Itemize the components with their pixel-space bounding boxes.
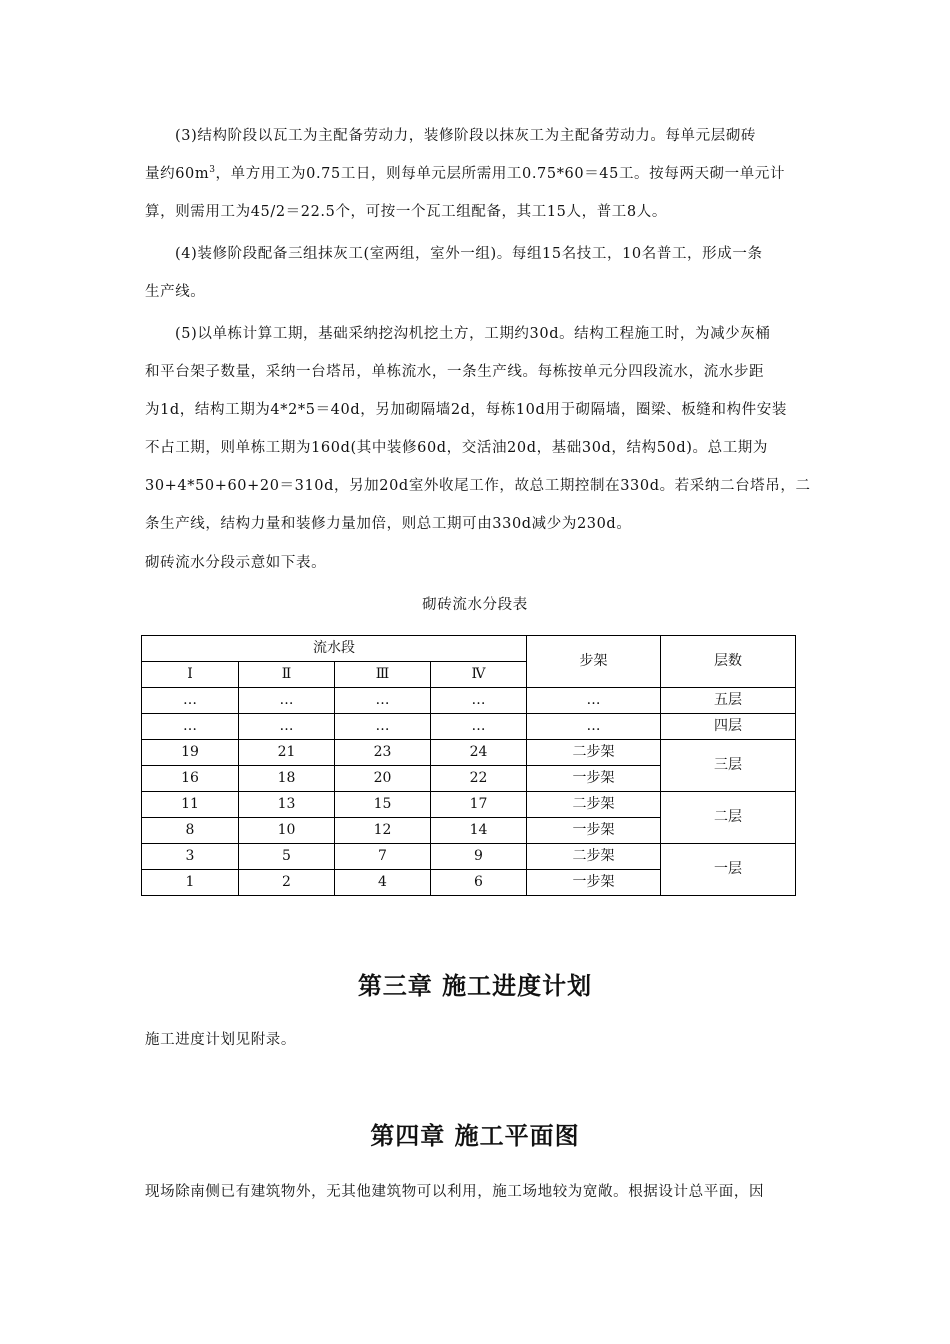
paragraph-4-line-2: 生产线。	[145, 284, 206, 300]
floor-cell: 五层	[661, 688, 796, 714]
table-cell: 20	[335, 766, 431, 792]
table-cell: …	[527, 714, 661, 740]
floor-cell: 二层	[661, 792, 796, 844]
table-cell: …	[142, 688, 239, 714]
table-row	[142, 792, 796, 818]
table-caption: 砌砖流水分段表	[422, 597, 528, 613]
chapter-4-body	[145, 1173, 800, 1211]
table-cell: 1	[142, 870, 239, 896]
scaffold-cell: 二步架	[527, 792, 661, 818]
table-cell: 21	[239, 740, 335, 766]
table-cell: 19	[142, 740, 239, 766]
table-cell: …	[142, 714, 239, 740]
paragraph-5-line-5: 30+4*50+60+20＝310d，另加20d室外收尾工作，故总工期控制在330d。若采纳二台塔吊，二	[145, 478, 811, 494]
table-cell: …	[527, 688, 661, 714]
table-row	[142, 688, 796, 714]
table-cell: 23	[335, 740, 431, 766]
table-cell: 11	[142, 792, 239, 818]
volume-text: 量约60m	[145, 166, 210, 182]
table-cell: 14	[431, 818, 527, 844]
table-cell: 4	[335, 870, 431, 896]
table-cell: …	[335, 714, 431, 740]
table-cell: 7	[335, 844, 431, 870]
paragraph-3	[145, 117, 800, 231]
header-segment-2: Ⅱ	[239, 662, 335, 688]
paragraph-3-line-3: 算，则需用工为45/2＝22.5个，可按一个瓦工组配备，其工15人，普工8人。	[145, 204, 667, 220]
paragraph-3-line-1: (3)结构阶段以瓦工为主配备劳动力，装修阶段以抹灰工为主配备劳动力。每单元层砌砖	[175, 128, 757, 144]
header-floor: 层数	[661, 636, 796, 688]
cubic-superscript: 3	[209, 165, 216, 176]
header-segment-3: Ⅲ	[335, 662, 431, 688]
table-cell: 10	[239, 818, 335, 844]
chapter-4-title: 第四章 施工平面图	[370, 1122, 580, 1150]
table-row	[142, 740, 796, 766]
paragraph-5-line-1: (5)以单栋计算工期，基础采纳挖沟机挖土方，工期约30d。结构工程施工时，为减少灰桶	[175, 326, 771, 342]
paragraph-3-line-2	[145, 155, 800, 193]
chapter-3-title: 第三章 施工进度计划	[357, 972, 593, 1000]
chapter-3-body	[145, 1021, 800, 1059]
scaffold-cell: 一步架	[527, 818, 661, 844]
scaffold-cell: 一步架	[527, 766, 661, 792]
floor-cell: 一层	[661, 844, 796, 896]
chapter-4-text: 现场除南侧已有建筑物外，无其他建筑物可以利用，施工场地较为宽敞。根据设计总平面，因	[145, 1184, 765, 1200]
scaffold-cell: 二步架	[527, 844, 661, 870]
table-cell: 9	[431, 844, 527, 870]
paragraph-4	[145, 235, 800, 311]
table-cell: …	[239, 714, 335, 740]
paragraph-4-line-1: (4)装修阶段配备三组抹灰工(室两组，室外一组)。每组15名技工，10名普工，形成一条	[175, 246, 763, 262]
paragraph-5-line-2: 和平台架子数量，采纳一台塔吊，单栋流水，一条生产线。每栋按单元分四段流水，流水步距	[145, 364, 765, 380]
table-cell: 24	[431, 740, 527, 766]
header-scaffold: 步架	[527, 636, 661, 688]
table-intro-text: 砌砖流水分段示意如下表。	[145, 555, 327, 571]
table-cell: 15	[335, 792, 431, 818]
table-row	[142, 714, 796, 740]
labor-text: ，单方用工为0.75工日，则每单元层所需用工0.75*60＝45工。按每两天砌一单元计	[215, 166, 786, 182]
chapter-3-text: 施工进度计划见附录。	[145, 1032, 296, 1048]
paragraph-5-line-3: 为1d，结构工期为4*2*5＝40d，另加砌隔墙2d，每栋10d用于砌隔墙，圈梁、板缝和构件安装	[145, 402, 787, 418]
table-cell: 8	[142, 818, 239, 844]
table-cell: …	[335, 688, 431, 714]
table-cell: 3	[142, 844, 239, 870]
table-cell: 13	[239, 792, 335, 818]
scaffold-cell: 二步架	[527, 740, 661, 766]
flow-segment-table	[141, 635, 796, 896]
table-cell: …	[239, 688, 335, 714]
table-cell: 2	[239, 870, 335, 896]
table-header-row	[142, 636, 796, 662]
floor-cell: 三层	[661, 740, 796, 792]
paragraph-5	[145, 315, 811, 543]
table-row	[142, 844, 796, 870]
table-cell: 18	[239, 766, 335, 792]
table-cell: …	[431, 688, 527, 714]
table-cell: 16	[142, 766, 239, 792]
table-cell: 6	[431, 870, 527, 896]
table-cell: 17	[431, 792, 527, 818]
paragraph-5-line-6: 条生产线，结构力量和装修力量加倍，则总工期可由330d减少为230d。	[145, 516, 632, 532]
header-flow-segment: 流水段	[142, 636, 527, 662]
header-segment-4: Ⅳ	[431, 662, 527, 688]
table-cell: 5	[239, 844, 335, 870]
floor-cell: 四层	[661, 714, 796, 740]
table-intro	[145, 544, 800, 582]
scaffold-cell: 一步架	[527, 870, 661, 896]
table-cell: 12	[335, 818, 431, 844]
table-cell: 22	[431, 766, 527, 792]
paragraph-5-line-4: 不占工期，则单栋工期为160d(其中装修60d，交活油20d，基础30d，结构50d)。总工期为	[145, 440, 768, 456]
table-cell: …	[431, 714, 527, 740]
header-segment-1: Ⅰ	[142, 662, 239, 688]
